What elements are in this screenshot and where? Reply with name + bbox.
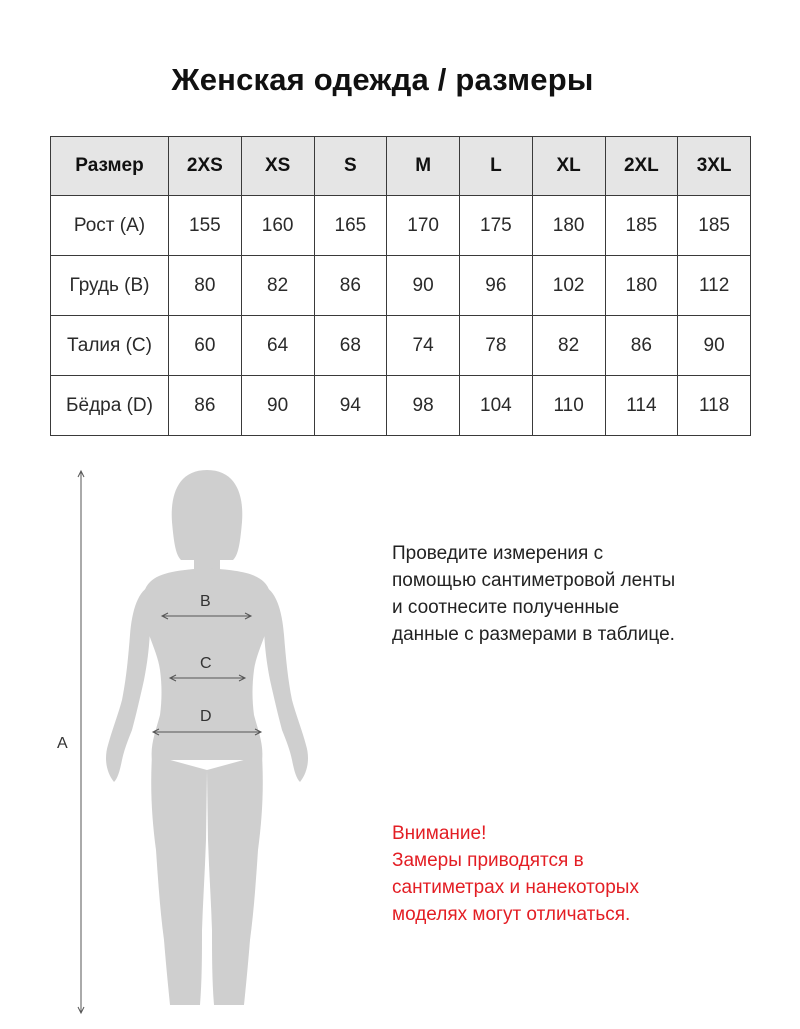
header-cell: 2XS <box>169 137 242 196</box>
header-cell: 2XL <box>605 137 678 196</box>
table-row <box>51 376 751 436</box>
header-cell: XS <box>241 137 314 196</box>
instructions-line: Проведите измерения с <box>392 543 604 564</box>
table-cell: 86 <box>605 316 678 376</box>
header-cell: S <box>314 137 387 196</box>
table-cell: 90 <box>241 376 314 436</box>
row-label: Талия (C) <box>51 316 169 376</box>
header-cell: L <box>460 137 533 196</box>
table-cell: 90 <box>387 256 460 316</box>
table-cell: 118 <box>678 376 751 436</box>
table-cell: 90 <box>678 316 751 376</box>
table-cell: 60 <box>169 316 242 376</box>
table-cell: 170 <box>387 196 460 256</box>
table-cell: 104 <box>460 376 533 436</box>
header-cell: 3XL <box>678 137 751 196</box>
body-figure <box>0 460 380 1024</box>
table-cell: 96 <box>460 256 533 316</box>
row-label: Бёдра (D) <box>51 376 169 436</box>
table-cell: 114 <box>605 376 678 436</box>
table-cell: 82 <box>241 256 314 316</box>
chest-label: B <box>200 593 211 610</box>
table-cell: 155 <box>169 196 242 256</box>
table-cell: 185 <box>678 196 751 256</box>
table-cell: 165 <box>314 196 387 256</box>
table-row <box>51 196 751 256</box>
table-cell: 68 <box>314 316 387 376</box>
table-cell: 180 <box>532 196 605 256</box>
height-arrow <box>78 471 84 1013</box>
warning-line: моделях могут отличаться. <box>392 904 631 925</box>
instructions-line: и соотнесите полученные <box>392 597 620 618</box>
table-cell: 86 <box>169 376 242 436</box>
table-cell: 110 <box>532 376 605 436</box>
instructions-line: данные с размерами в таблице. <box>392 624 675 645</box>
warning-line: Замеры приводятся в <box>392 850 584 871</box>
table-cell: 112 <box>678 256 751 316</box>
warning-note <box>392 820 752 928</box>
table-cell: 160 <box>241 196 314 256</box>
table-cell: 185 <box>605 196 678 256</box>
table-cell: 180 <box>605 256 678 316</box>
table-cell: 102 <box>532 256 605 316</box>
table-header-row <box>51 137 751 196</box>
hips-label: D <box>200 708 212 725</box>
silhouette-shape <box>106 470 308 1005</box>
warning-line: сантиметрах и нанекоторых <box>392 877 639 898</box>
row-label: Рост (A) <box>51 196 169 256</box>
header-cell: M <box>387 137 460 196</box>
table-cell: 82 <box>532 316 605 376</box>
table-cell: 175 <box>460 196 533 256</box>
table-cell: 86 <box>314 256 387 316</box>
warning-line: Внимание! <box>392 823 487 844</box>
header-cell-size: Размер <box>51 137 169 196</box>
row-label: Грудь (B) <box>51 256 169 316</box>
table-cell: 74 <box>387 316 460 376</box>
header-cell: XL <box>532 137 605 196</box>
table-cell: 78 <box>460 316 533 376</box>
page-title: Женская одежда / размеры <box>171 62 594 97</box>
measurement-instructions <box>392 540 752 648</box>
height-label: A <box>57 735 68 752</box>
instructions-line: помощью сантиметровой ленты <box>392 570 676 591</box>
size-table <box>50 136 751 436</box>
waist-label: C <box>200 655 212 672</box>
table-row <box>51 316 751 376</box>
table-row <box>51 256 751 316</box>
table-cell: 80 <box>169 256 242 316</box>
table-cell: 64 <box>241 316 314 376</box>
table-cell: 94 <box>314 376 387 436</box>
table-cell: 98 <box>387 376 460 436</box>
